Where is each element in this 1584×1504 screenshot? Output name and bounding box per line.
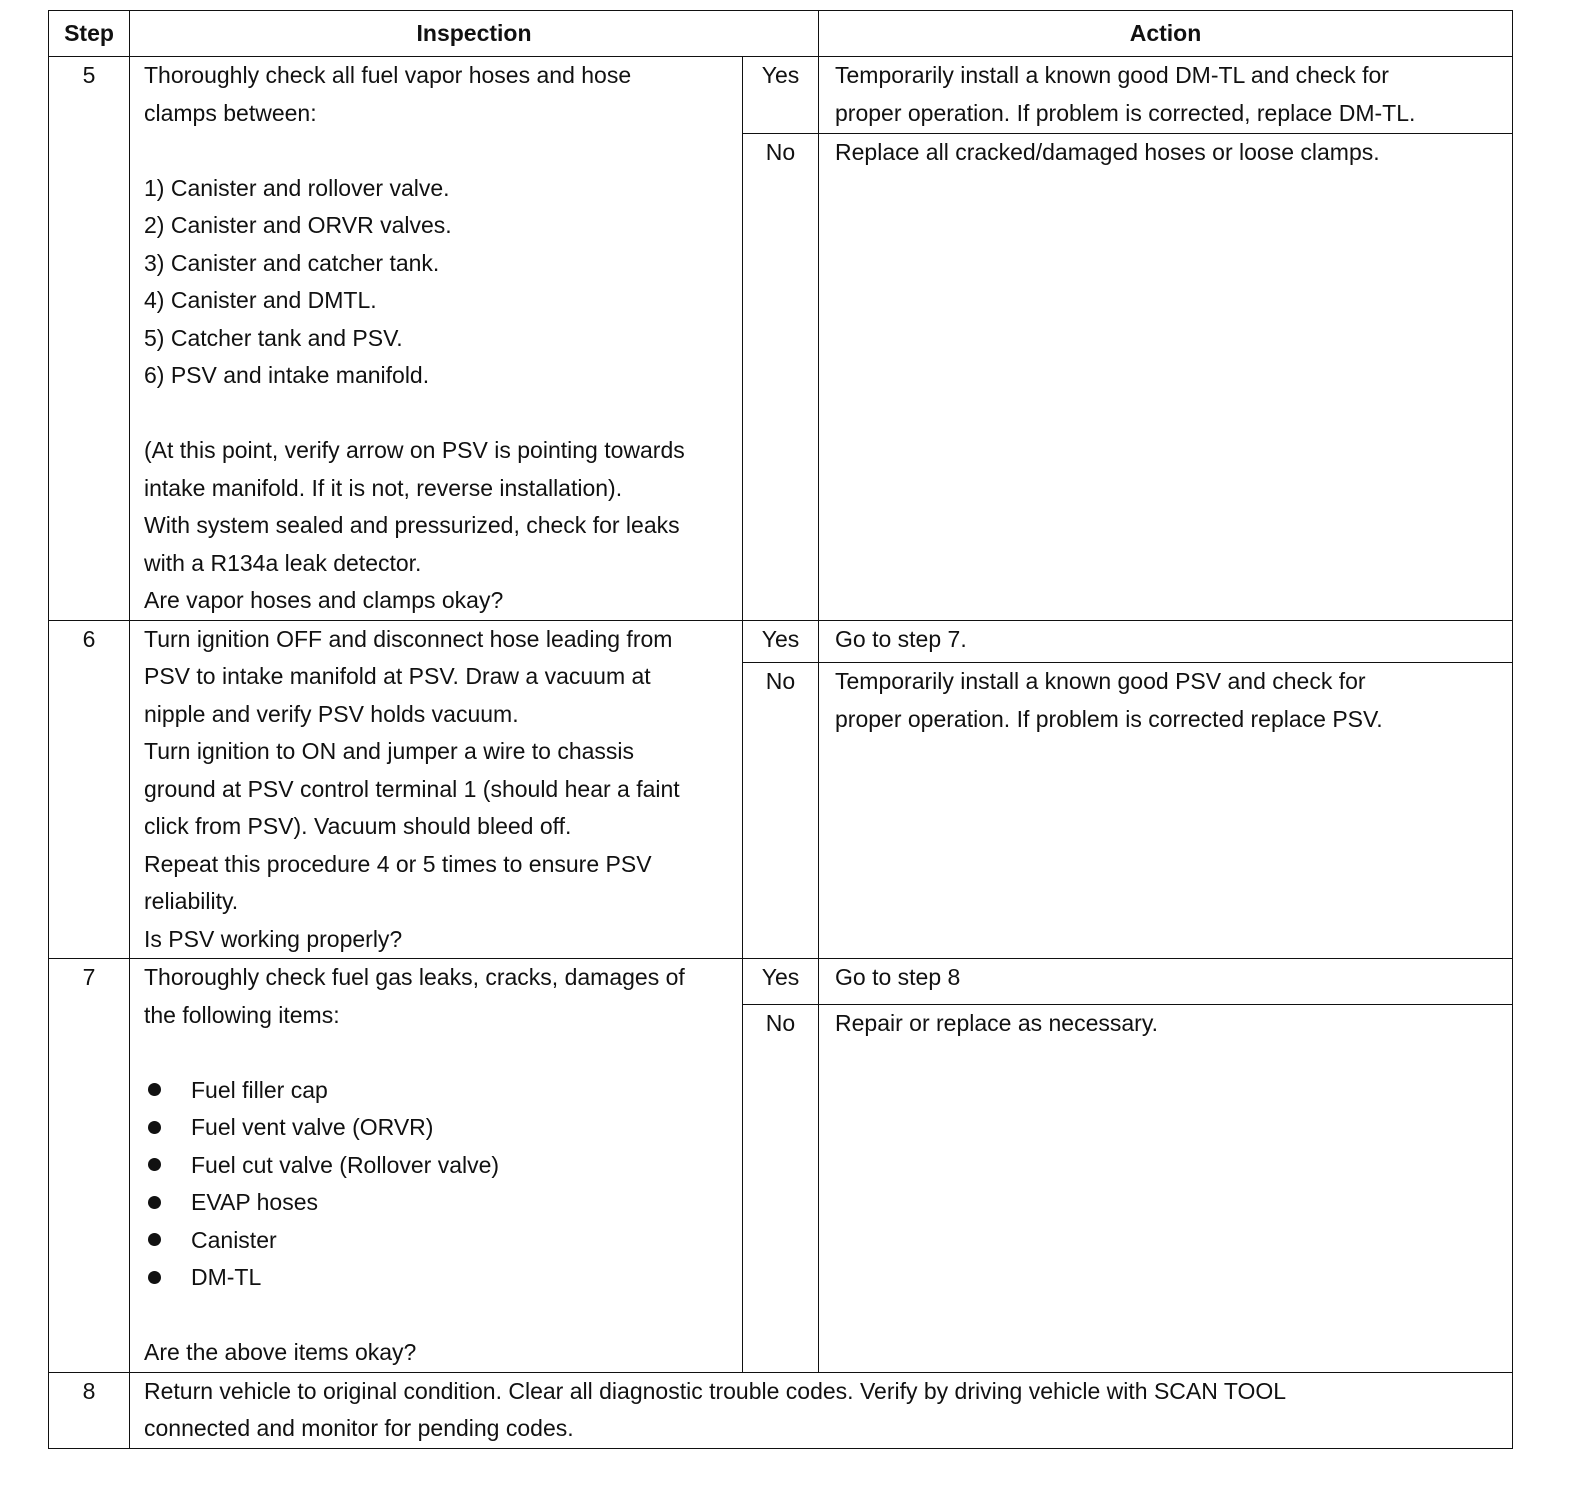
inspection-line: click from PSV). Vacuum should bleed off. — [144, 813, 572, 839]
bullet-icon — [148, 1271, 161, 1284]
list-item — [144, 1184, 734, 1222]
list-item — [144, 1147, 734, 1185]
blank-line — [144, 395, 734, 433]
action-line: Go to step 8 — [835, 964, 961, 990]
list-item-label: EVAP hoses — [191, 1189, 319, 1215]
inspection-line: Turn ignition to ON and jumper a wire to chassis — [144, 738, 635, 764]
inspection-line: Repeat this procedure 4 or 5 times to ensure PSV — [144, 850, 652, 877]
action-line: proper operation. If problem is corrected replace PSV. — [835, 705, 1383, 732]
action-line: Go to step 7. — [835, 625, 967, 652]
yes-action-cell — [819, 959, 1513, 1005]
inspection-line: Thoroughly check all fuel vapor hoses and hose — [144, 62, 632, 88]
inspection-line: intake manifold. If it is not, reverse installation). — [144, 474, 623, 501]
inspection-question: Are the above items okay? — [144, 1339, 417, 1365]
header-row — [49, 11, 1513, 57]
inspection-line: With system sealed and pressurized, check for leaks — [144, 512, 680, 538]
diagnostic-table — [48, 10, 1513, 1449]
list-item-label: Fuel filler cap — [191, 1076, 328, 1103]
bullet-icon — [148, 1083, 161, 1096]
inspection-cell — [130, 959, 743, 1373]
inspection-line: 3) Canister and catcher tank. — [144, 249, 440, 276]
yes-label: Yes — [743, 620, 819, 663]
no-label: No — [743, 1004, 819, 1372]
step-6-yes-row — [49, 620, 1513, 663]
bullet-icon — [148, 1233, 161, 1246]
inspection-line: nipple and verify PSV holds vacuum. — [144, 700, 519, 727]
list-item — [144, 1072, 734, 1110]
final-step-line: connected and monitor for pending codes. — [144, 1415, 574, 1441]
no-action-cell — [819, 1004, 1513, 1372]
list-item-label: Fuel vent valve (ORVR) — [191, 1114, 434, 1140]
inspection-line: (At this point, verify arrow on PSV is pointing towards — [144, 437, 685, 463]
action-line: Repair or replace as necessary. — [835, 1009, 1159, 1036]
blank-line — [144, 132, 734, 170]
header-inspection: Inspection — [130, 11, 819, 57]
step-number: 8 — [49, 1372, 130, 1448]
final-step-line: Return vehicle to original condition. Clear all diagnostic trouble codes. Verify by driving vehicle with SCAN TOOL — [144, 1377, 1287, 1404]
step-number: 5 — [49, 57, 130, 621]
list-item-label: Fuel cut valve (Rollover valve) — [191, 1151, 500, 1178]
no-label: No — [743, 133, 819, 620]
header-step: Step — [49, 11, 130, 57]
step-7-yes-row — [49, 959, 1513, 1005]
step-5-yes-row — [49, 57, 1513, 134]
bullet-icon — [148, 1196, 161, 1209]
final-step-cell — [130, 1372, 1513, 1448]
yes-label: Yes — [743, 959, 819, 1005]
header-action: Action — [819, 11, 1513, 57]
no-action-cell — [819, 133, 1513, 620]
yes-action-cell — [819, 620, 1513, 663]
inspection-line: Thoroughly check fuel gas leaks, cracks, damages of — [144, 964, 685, 990]
inspection-line: 1) Canister and rollover valve. — [144, 174, 450, 201]
action-line: Replace all cracked/damaged hoses or loose clamps. — [835, 138, 1380, 165]
step-number: 6 — [49, 620, 130, 959]
action-line: Temporarily install a known good DM-TL and check for — [835, 62, 1389, 88]
inspection-line: the following items: — [144, 1001, 340, 1028]
action-line: proper operation. If problem is corrected, replace DM-TL. — [835, 99, 1416, 126]
no-label: No — [743, 663, 819, 959]
inspection-line: with a R134a leak detector. — [144, 549, 422, 576]
no-action-cell — [819, 663, 1513, 959]
list-item — [144, 1109, 734, 1147]
list-item — [144, 1259, 734, 1297]
blank-line — [144, 1297, 734, 1335]
step-8-row — [49, 1372, 1513, 1448]
inspection-cell — [130, 57, 743, 621]
step-number: 7 — [49, 959, 130, 1373]
inspection-line: clamps between: — [144, 99, 317, 126]
inspection-line: PSV to intake manifold at PSV. Draw a vacuum at — [144, 663, 651, 689]
list-item — [144, 1222, 734, 1260]
inspection-line: 6) PSV and intake manifold. — [144, 362, 430, 388]
list-item-label: Canister — [191, 1226, 277, 1253]
inspection-line: 4) Canister and DMTL. — [144, 287, 377, 313]
inspection-line: 2) Canister and ORVR valves. — [144, 212, 452, 238]
inspection-cell — [130, 620, 743, 959]
inspection-line: reliability. — [144, 888, 239, 914]
inspection-line: 5) Catcher tank and PSV. — [144, 324, 403, 351]
yes-action-cell — [819, 57, 1513, 134]
action-line: Temporarily install a known good PSV and check for — [835, 668, 1366, 694]
bullet-icon — [148, 1121, 161, 1134]
yes-label: Yes — [743, 57, 819, 134]
blank-line — [144, 1034, 734, 1072]
inspection-line: Is PSV working properly? — [144, 925, 403, 952]
inspection-line: Turn ignition OFF and disconnect hose leading from — [144, 625, 673, 652]
inspection-line: ground at PSV control terminal 1 (should hear a faint — [144, 775, 680, 802]
list-item-label: DM-TL — [191, 1264, 262, 1290]
inspection-line: Are vapor hoses and clamps okay? — [144, 587, 504, 613]
bullet-icon — [148, 1158, 161, 1171]
